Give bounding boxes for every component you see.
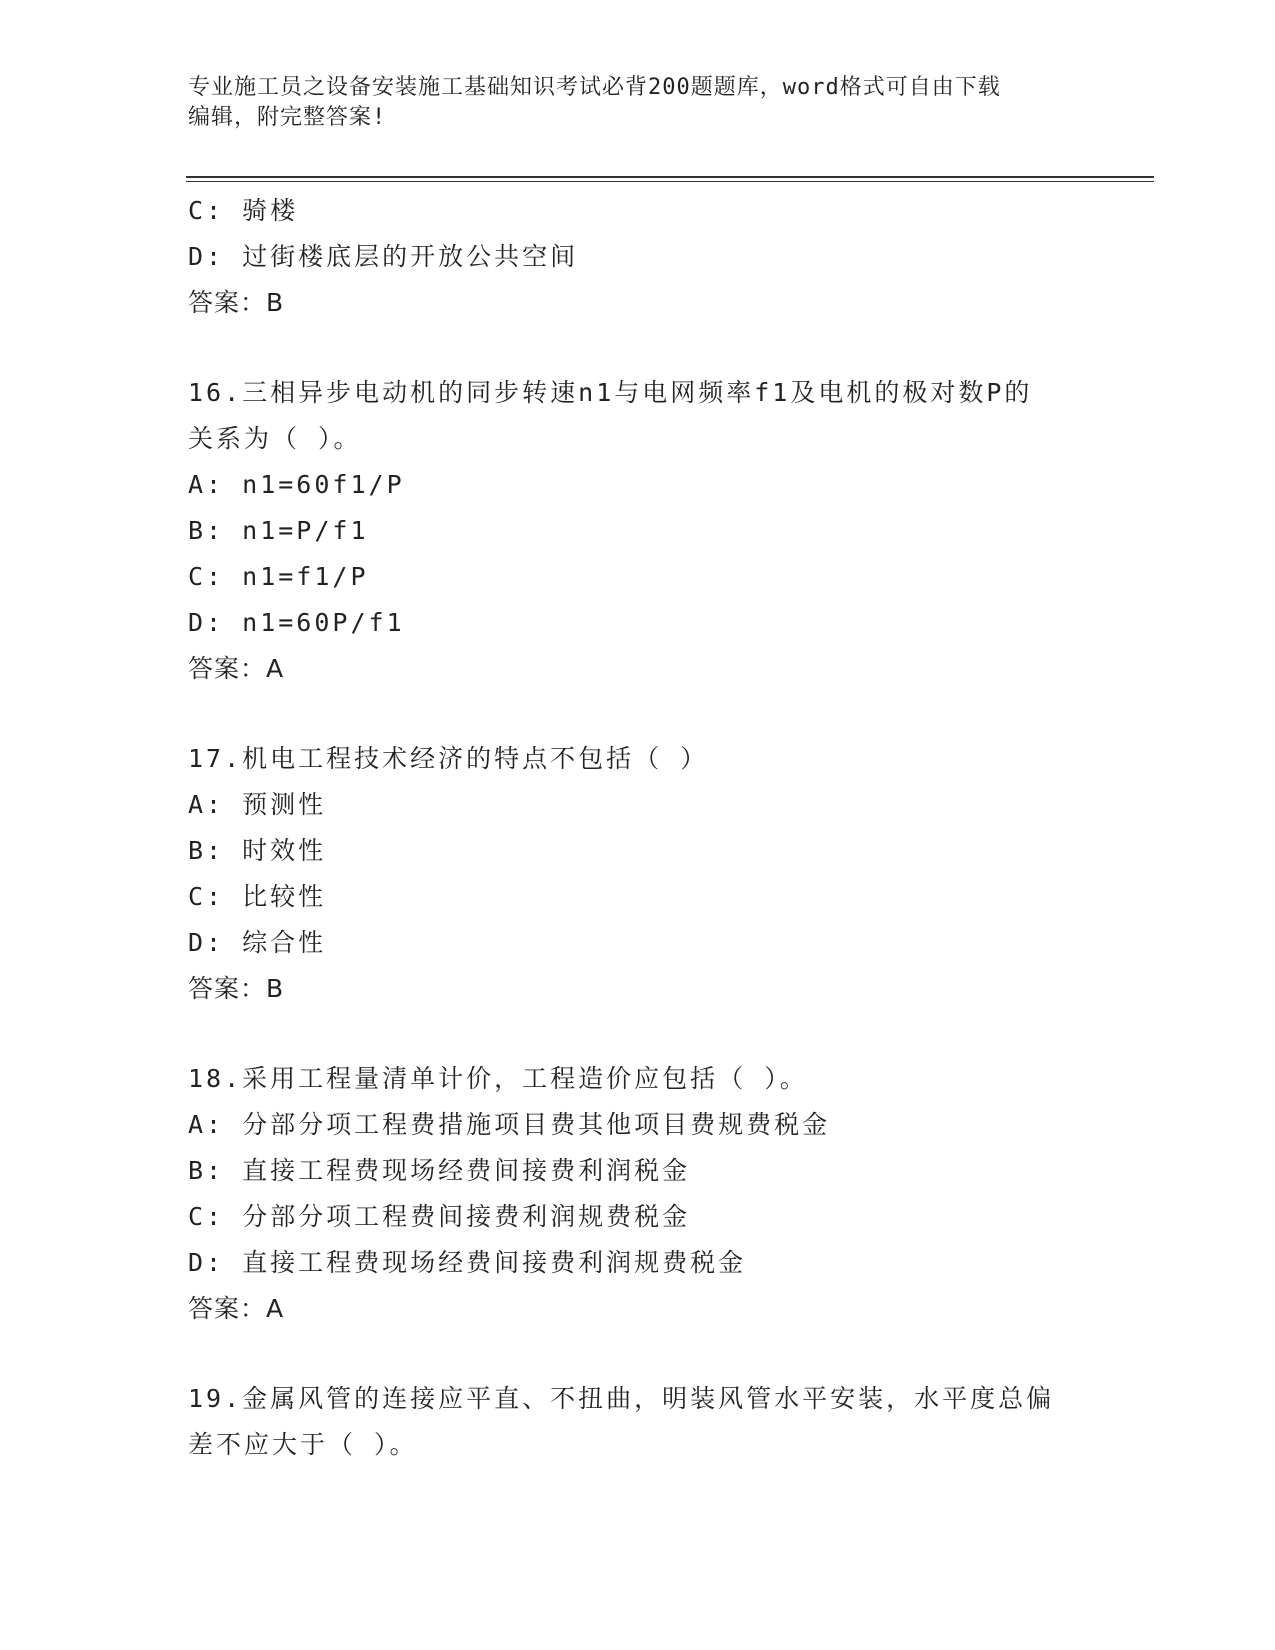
question-15-block — [188, 188, 1088, 326]
q19-question-line-1: 19.金属风管的连接应平直、不扭曲，明装风管水平安装，水平度总偏 — [188, 1384, 1055, 1413]
q17-option-b: B: 时效性 — [188, 836, 327, 865]
q16-option-d: D: n1=60P/f1 — [188, 608, 405, 637]
question-18-block — [188, 1056, 1088, 1332]
question-spacer — [188, 326, 1088, 370]
q19-question-line-2: 差不应大于（ ）。 — [188, 1430, 418, 1459]
q16-option-b: B: n1=P/f1 — [188, 516, 369, 545]
question-spacer — [188, 1012, 1088, 1056]
header-title-line-2: 编辑，附完整答案! — [188, 105, 387, 130]
q17-question: 17.机电工程技术经济的特点不包括（ ） — [188, 744, 709, 773]
q18-option-d: D: 直接工程费现场经费间接费利润规费税金 — [188, 1248, 747, 1277]
q16-question-line-2: 关系为（ ）。 — [188, 424, 362, 453]
q16-question-line-1: 16.三相异步电动机的同步转速n1与电网频率f1及电机的极对数P的 — [188, 378, 1033, 407]
q18-option-c: C: 分部分项工程费间接费利润规费税金 — [188, 1202, 691, 1231]
question-16-block — [188, 370, 1088, 692]
q17-option-d: D: 综合性 — [188, 928, 327, 957]
question-spacer — [188, 1332, 1088, 1376]
question-content — [188, 188, 1088, 1468]
q18-option-a: A: 分部分项工程费措施项目费其他项目费规费税金 — [188, 1110, 831, 1139]
header-divider — [186, 176, 1154, 182]
q17-answer: 答案：B — [188, 974, 285, 1003]
q15-answer: 答案：B — [188, 288, 285, 317]
q16-option-a: A: n1=60f1/P — [188, 470, 405, 499]
q17-option-a: A: 预测性 — [188, 790, 327, 819]
q17-option-c: C: 比较性 — [188, 882, 327, 911]
q15-option-c: C: 骑楼 — [188, 196, 299, 225]
question-17-block — [188, 736, 1088, 1012]
q16-option-c: C: n1=f1/P — [188, 562, 369, 591]
q16-answer: 答案：A — [188, 654, 285, 683]
question-19-block — [188, 1376, 1088, 1468]
q15-option-d: D: 过街楼底层的开放公共空间 — [188, 242, 579, 271]
header-title-line-1: 专业施工员之设备安装施工基础知识考试必背200题题库，word格式可自由下载 — [188, 75, 1001, 100]
q18-question: 18.采用工程量清单计价，工程造价应包括（ ）。 — [188, 1064, 808, 1093]
question-spacer — [188, 692, 1088, 736]
page-header — [188, 73, 1088, 133]
q18-answer: 答案：A — [188, 1294, 285, 1323]
q18-option-b: B: 直接工程费现场经费间接费利润税金 — [188, 1156, 691, 1185]
